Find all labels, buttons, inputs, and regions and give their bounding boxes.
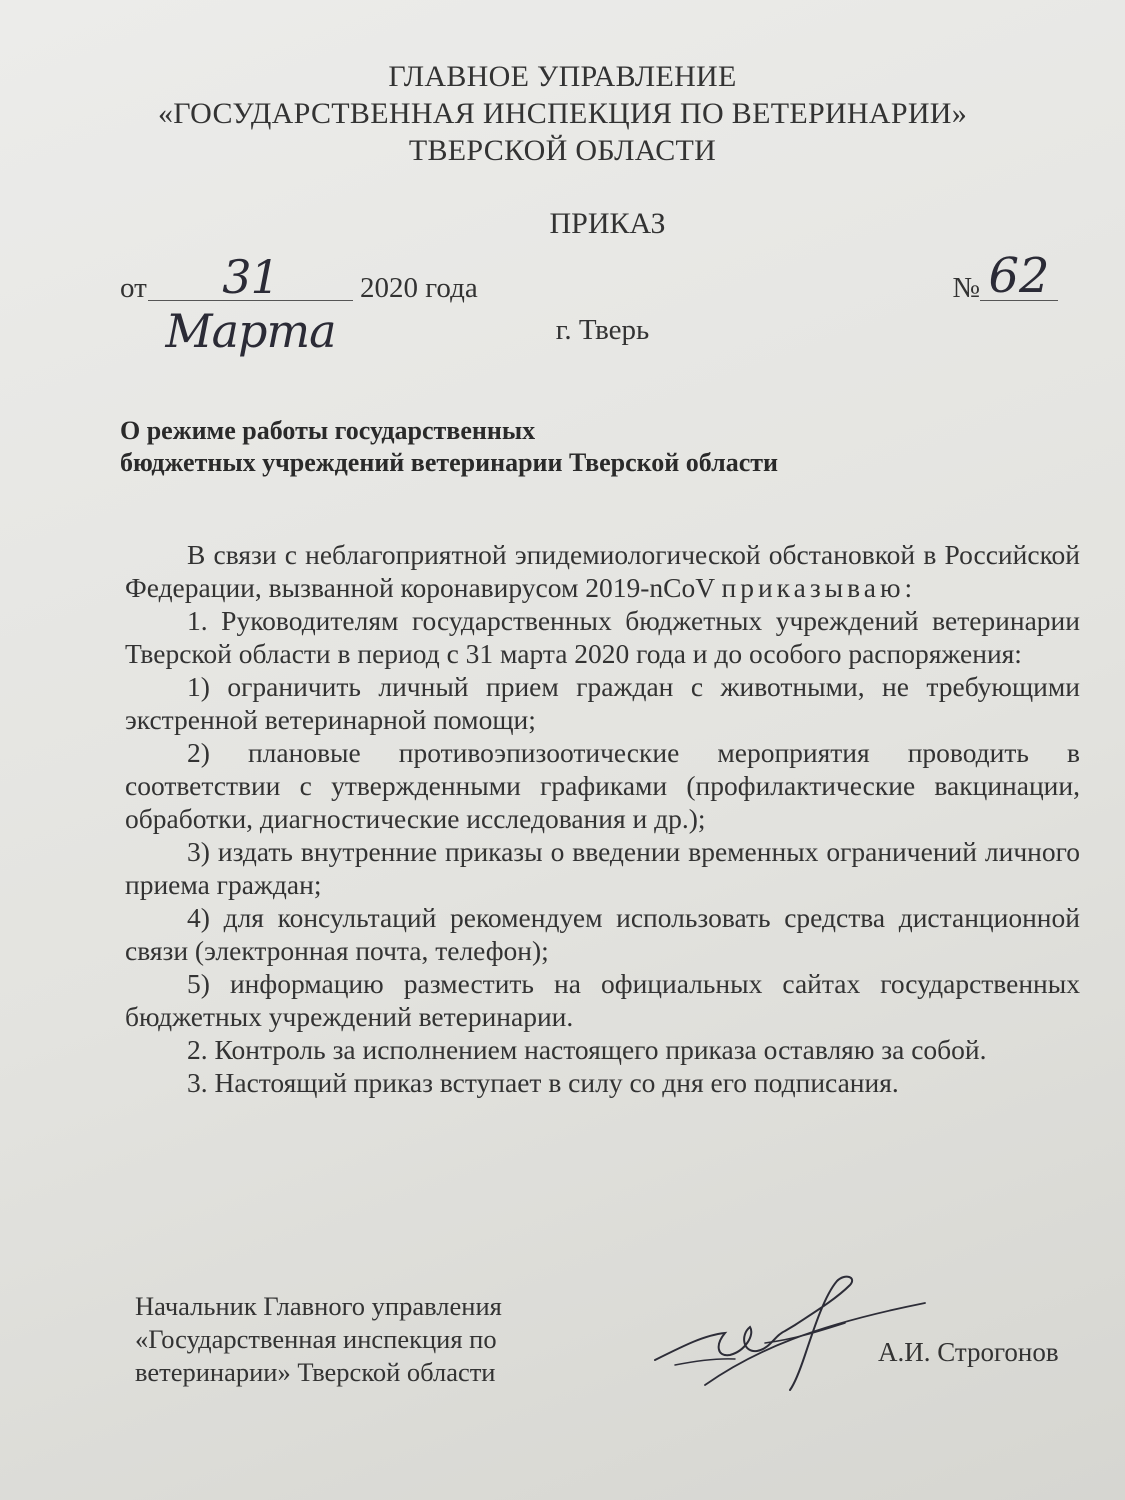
header-line-3: ТВЕРСКОЙ ОБЛАСТИ [408,134,717,167]
item-1-2: 2) плановые противоэпизоотические мероприятия проводить в соответствии с утвержденными графиками (профилактические вакцинации, обработки, диагностические исследования и др.); [125,737,1080,834]
signer-line-2: «Государственная инспекция по [135,1324,497,1354]
date-prefix: от [120,272,147,304]
order-subject [120,415,1020,479]
document-type: ПРИКАЗ [549,207,666,240]
intro-text: В связи с неблагоприятной эпидемиологической обстановкой в Российской Федерации, вызванной коронавирусом 2019-nCoV [125,539,1080,603]
handwritten-number: 62 [980,248,1058,301]
item-3: 3. Настоящий приказ вступает в силу со дня его подписания. [187,1067,899,1098]
item-1: 1. Руководителям государственных бюджетных учреждений ветеринарии Тверской области в период с 31 марта 2020 года и до особого распоряжения: [125,605,1080,669]
order-word: приказываю: [721,572,917,603]
item-1-5: 5) информацию разместить на официальных сайтах государственных бюджетных учреждений ветеринарии. [125,968,1080,1032]
intro-paragraph [125,538,1080,604]
handwritten-signature [645,1265,935,1405]
order-body [125,538,1080,1099]
signer-name: А.И. Строгонов [878,1337,1059,1367]
number-sign: № [952,272,980,304]
header-line-1: ГЛАВНОЕ УПРАВЛЕНИЕ [388,60,737,93]
handwritten-date: 31 Марта [148,250,353,301]
item-1-1: 1) ограничить личный прием граждан с животными, не требующими экстренной ветеринарной помощи; [125,671,1080,735]
year-text: 2020 года [360,272,478,304]
subject-line-1: О режиме работы государственных [120,416,536,445]
item-1-4: 4) для консультаций рекомендуем использовать средства дистанционной связи (электронная почта, телефон); [125,902,1080,966]
signer-line-3: ветеринарии» Тверской области [135,1357,496,1387]
signer-line-1: Начальник Главного управления [135,1291,502,1321]
city: г. Тверь [555,314,650,346]
item-2: 2. Контроль за исполнением настоящего приказа оставляю за собой. [187,1034,987,1065]
organization-header [0,58,1125,169]
item-1-3: 3) издать внутренние приказы о введении временных ограничений личного приема граждан; [125,836,1080,900]
header-line-2: «ГОСУДАРСТВЕННАЯ ИНСПЕКЦИЯ ПО ВЕТЕРИНАРИИ» [157,97,968,130]
signer-title [135,1290,555,1389]
subject-line-2: бюджетных учреждений ветеринарии Тверской области [120,448,778,477]
